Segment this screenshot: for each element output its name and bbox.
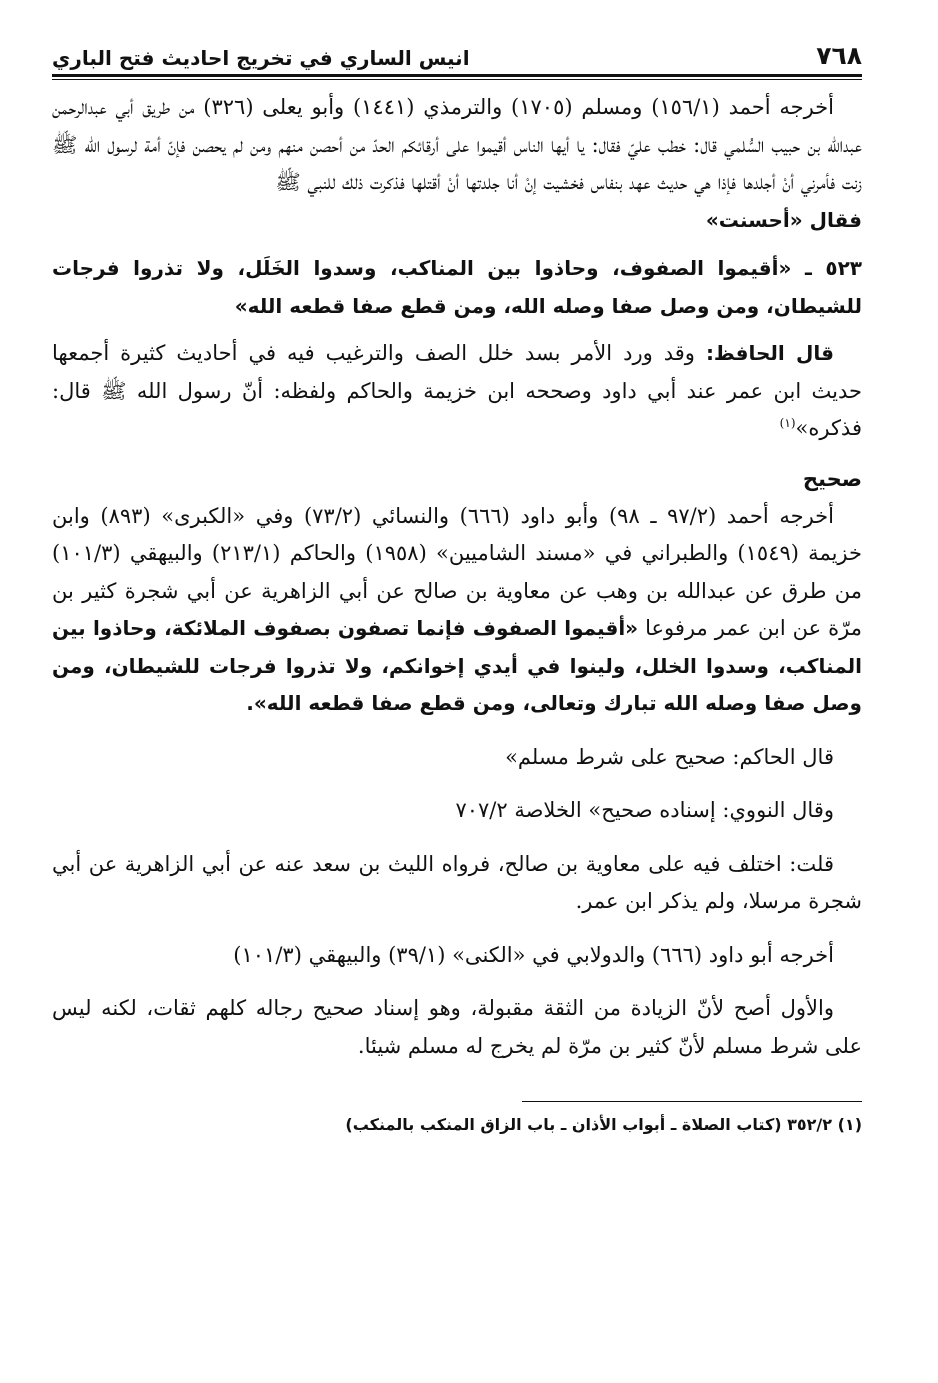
section-heading-sahih: صحيح [802, 466, 862, 491]
footnote-separator [522, 1101, 862, 1102]
conclusion-paragraph: والأول أصح لأنّ الزيادة من الثقة مقبولة، وهو إسناد صحيح رجاله كلهم ثقات، لكنه ليس على شرط مسلم لأنّ كثير بن مرّة لم يخرج له مسلم شيئا. [52, 996, 862, 1058]
header-rule [52, 79, 862, 80]
paragraph-text: أخرجه أحمد (١٥٦/١) ومسلم (١٧٠٥) والترمذي (١٤٤١) وأبو يعلى (٣٢٦) من طريق أبي عبدالرحمن عبدالله بن حبيب السُّلمي قال: خطب عليّ فقال: يا أيها الناس أقيموا على أرقائكم الحدّ من أحصن منهم ومن لم يحصن فإنّ أمة لرسول الله ﷺ زنت فأمرني أنْ أجلدها فإذا هي حديث عهد بنفاس فخشيت إنْ أنا جلدتها أنْ أقتلها فذكرت ذلك للنبي ﷺ [52, 95, 862, 194]
qultu-paragraph: قلت: اختلف فيه على معاوية بن صالح، فرواه الليث بن سعد عنه عن أبي الزاهرية عن أبي شجرة مرسلا، ولم يذكر ابن عمر. [52, 851, 862, 913]
takhrij-paragraph-2 [52, 498, 862, 723]
nawawi-paragraph: وقال النووي: إسناده صحيح» الخلاصة ٧٠٧/٢ [455, 798, 834, 822]
hadith-text: ٥٢٣ ـ «أقيموا الصفوف، وحاذوا بين المناكب، وسدوا الخَلَل، ولا تذروا فرجات للشيطان، ومن وصل صفا وصله الله، ومن قطع صفا قطعه الله» [52, 256, 862, 318]
hafiz-paragraph [52, 335, 862, 448]
hakim-paragraph: قال الحاكم: صحيح على شرط مسلم» [505, 744, 834, 769]
footnote-marker: (١) [779, 416, 796, 430]
book-page [52, 30, 862, 1138]
takhrij-text: أخرجه أحمد (٩٧/٢ ـ ٩٨) وأبو داود (٦٦٦) والنسائي (٧٣/٢) وفي «الكبرى» (٨٩٣) وابن خزيمة (١٥٤٩) والطبراني في «مسند الشاميين» (١٩٥٨) والحاكم (٢١٣/١) والبيهقي (١٠١/٣) من طرق عن عبدالله بن وهب عن معاوية بن صالح عن أبي الزاهرية عن أبي شجرة كثير بن مرّة عن ابن عمر مرفوعا [52, 503, 862, 640]
paragraph-end: فقال «أحسنت» [705, 207, 862, 232]
hafiz-text: وقد ورد الأمر بسد خلل الصف والترغيب فيه في أحاديث كثيرة أجمعها حديث ابن عمر عند أبي داود وصححه ابن خزيمة والحاكم ولفظه: أنّ رسول الله ﷺ قال: فذكره» [52, 341, 862, 440]
page-header [52, 30, 862, 77]
abu-dawud-paragraph: أخرجه أبو داود (٦٦٦) والدولابي في «الكنى» (٣٩/١) والبيهقي (١٠١/٣) [233, 942, 834, 967]
hafiz-label: قال الحافظ: [705, 341, 834, 365]
footnote: (١) ٣٥٢/٢ (كتاب الصلاة ـ أبواب الأذان ـ باب الزاق المنكب بالمنكب) [345, 1115, 862, 1134]
takhrij-matn: «أقيموا الصفوف فإنما تصفون بصفوف الملائكة، وحاذوا بين المناكب، وسدوا الخلل، ولينوا في أيدي إخوانكم، ولا تذروا فرجات للشيطان، ومن وصل صفا وصله الله تبارك وتعالى، ومن قطع صفا قطعه الله». [52, 616, 862, 715]
running-title: انيس الساري في تخريج احاديث فتح الباري [52, 46, 470, 70]
takhrij-paragraph-1 [52, 89, 862, 239]
hadith-523 [52, 249, 862, 325]
page-number: ٧٦٨ [816, 41, 862, 70]
